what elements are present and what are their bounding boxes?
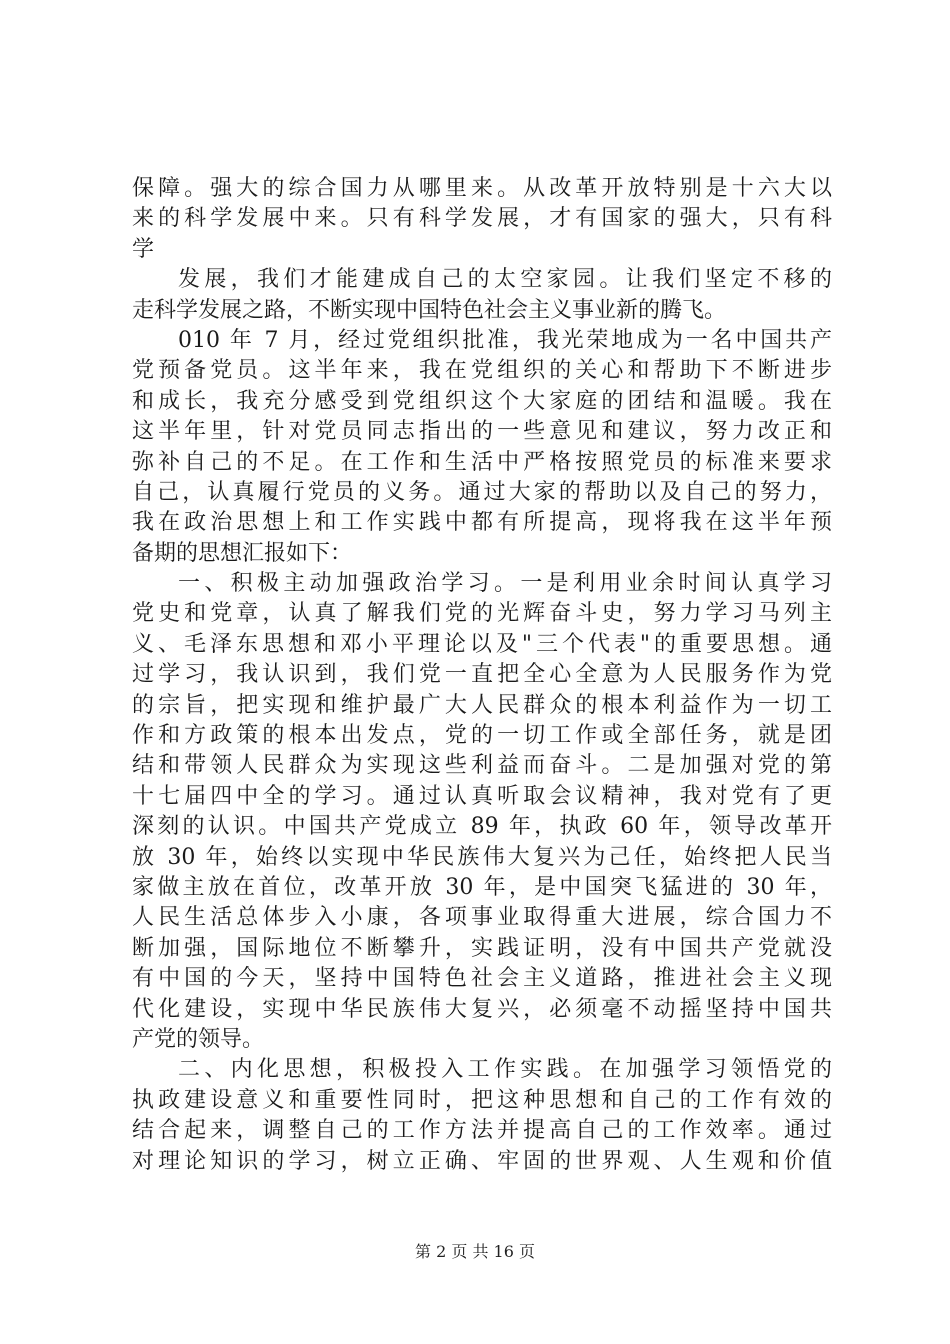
text-line: 产党的领导。 [132,1026,265,1052]
text-line: 保障。强大的综合国力从哪里来。从改革开放特别是十六大以 [132,176,832,201]
text-line: 有中国的今天，坚持中国特色社会主义道路，推进社会主义现 [132,966,832,992]
text-line: 发展，我们才能建成自己的太空家园。让我们坚定不移的 [178,267,832,293]
text-line: 过学习，我认识到，我们党一直把全心全意为人民服务作为党 [132,662,832,688]
text-line: 人民生活总体步入小康，各项事业取得重大进展，综合国力不 [132,905,832,931]
text-line: 放 30 年，始终以实现中华民族伟大复兴为己任，始终把人民当 [132,844,832,870]
text-line: 弥补自己的不足。在工作和生活中严格按照党员的标准来要求 [132,449,832,475]
text-line: 来的科学发展中来。只有科学发展，才有国家的强大，只有科 [132,206,832,232]
text-line: 党史和党章，认真了解我们党的光辉奋斗史，努力学习马列主 [132,601,832,627]
page-footer: 第 2 页 共 16 页 [415,1242,535,1261]
text-line: 我在政治思想上和工作实践中都有所提高，现将我在这半年预 [132,510,832,536]
text-line: 代化建设，实现中华民族伟大复兴，必须毫不动摇坚持中国共 [132,996,832,1022]
body-text [132,174,832,1177]
text-line: 断加强，国际地位不断攀升，实践证明，没有中国共产党就没 [132,935,832,961]
text-line: 对理论知识的学习，树立正确、牢固的世界观、人生观和价值 [132,1148,832,1174]
text-line: 结和带领人民群众为实现这些利益而奋斗。二是加强对党的第 [132,753,832,779]
text-line: 学 [132,236,155,262]
text-line: 走科学发展之路，不断实现中国特色社会主义事业新的腾飞。 [132,297,727,323]
text-line: 备期的思想汇报如下： [132,540,353,566]
text-line: 自己，认真履行党员的义务。通过大家的帮助以及自己的努力， [132,479,832,505]
text-line: 十七届四中全的学习。通过认真听取会议精神，我对党有了更 [132,783,832,809]
text-line: 一、积极主动加强政治学习。一是利用业余时间认真学习 [178,571,832,597]
text-line: 和成长，我充分感受到党组织这个大家庭的团结和温暖。我在 [132,388,832,414]
text-line: 作和方政策的根本出发点，党的一切工作或全部任务，就是团 [132,723,832,749]
text-line: 的宗旨，把实现和维护最广大人民群众的根本利益作为一切工 [132,692,832,718]
text-line: 党预备党员。这半年来，我在党组织的关心和帮助下不断进步 [132,358,832,384]
text-line: 义、毛泽东思想和邓小平理论以及"三个代表"的重要思想。通 [132,631,832,657]
text-line: 010 年 7 月，经过党组织批准，我光荣地成为一名中国共产 [178,327,832,353]
text-line: 深刻的认识。中国共产党成立 89 年，执政 60 年，领导改革开 [132,814,832,840]
text-line: 这半年里，针对党员同志指出的一些意见和建议，努力改正和 [132,419,832,445]
text-line: 二、内化思想，积极投入工作实践。在加强学习领悟党的 [178,1057,832,1083]
text-line: 执政建设意义和重要性同时，把这种思想和自己的工作有效的 [132,1087,832,1113]
text-line: 家做主放在首位，改革开放 30 年，是中国突飞猛进的 30 年， [132,874,832,900]
text-line: 结合起来，调整自己的工作方法并提高自己的工作效率。通过 [132,1118,832,1144]
